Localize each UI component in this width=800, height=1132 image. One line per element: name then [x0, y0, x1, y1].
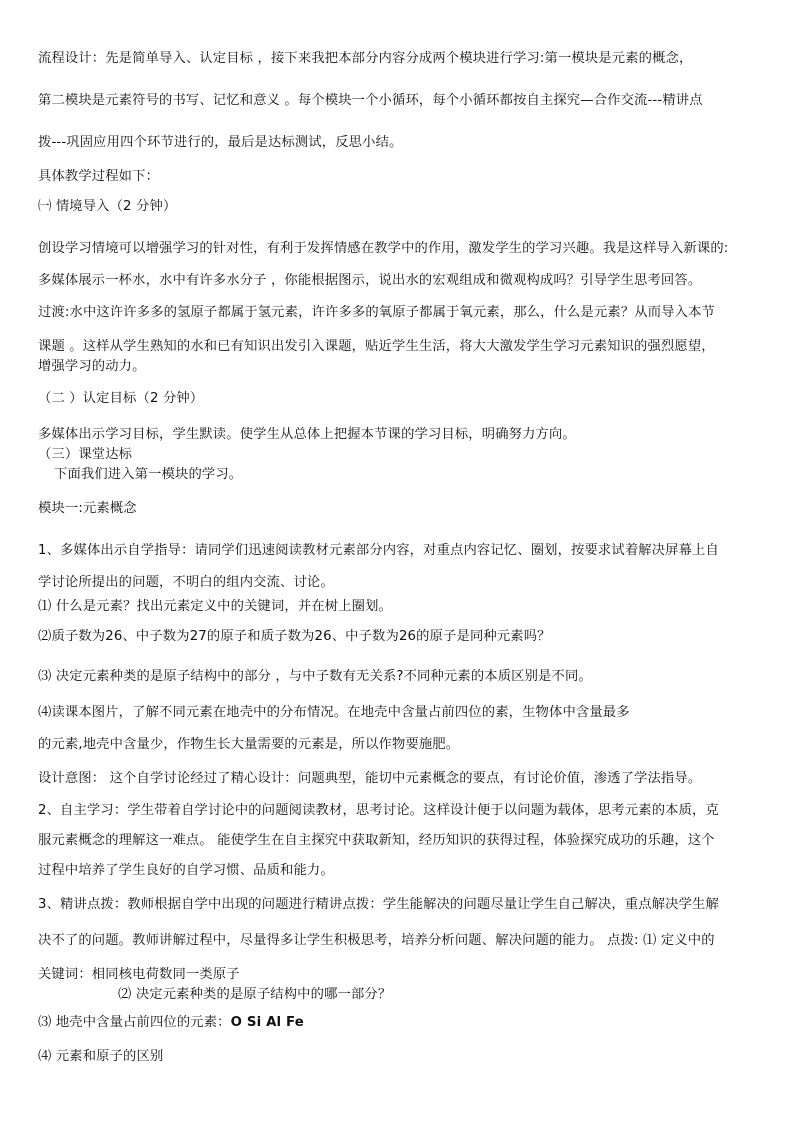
- module-heading: 模块一:元素概念: [38, 501, 137, 516]
- question-text: ,地壳中含量少，作物生长大量需要的元素是: [78, 737, 339, 752]
- keywords-line: [38, 966, 770, 984]
- paragraph-line: 拨---巩固应用四个环节进行的，最后是达标测试，反思小结。: [38, 135, 403, 150]
- step-1-line: 学讨论所提出的问题，不明白的组内交流、讨论。: [38, 575, 334, 590]
- step-1-line: 1、多媒体出示自学指导：请同学们迅速阅读教材元素部分内容，对重点内容记忆、圈划，按要求试着解决屏幕上自: [38, 543, 719, 558]
- design-intent: 设计意图： 这个自学讨论经过了精心设计：问题典型，能切中元素概念的要点，有讨论价值，渗透了学法指导。: [38, 771, 702, 786]
- paragraph-flow-design: [38, 50, 770, 68]
- question-3: [38, 668, 770, 686]
- step-3-line: 3、精讲点拨：教师根据自学中出现的问题进行精讲点拨：学生能解决的问题尽量让学生自己解决，重点解决学生解: [38, 897, 719, 912]
- paragraph-line: 第二模块是元素符号的书写、记忆和意义 。每个模块一个小循环，每个小循环都按自主探究—合作交流---精讲点: [38, 93, 703, 108]
- question-1: ⑴ 什么是元素？找出元素定义中的关键词，并在树上圈划。: [38, 599, 392, 614]
- point-4: ⑷ 元素和原子的区别: [38, 1049, 164, 1064]
- step-2-line: 2、自主学习：学生带着自学讨论中的问题阅读教材，思考讨论。这样设计便于以问题为载体，思考元素的本质，克: [38, 803, 719, 818]
- step-3-line: 决不了的问题。教师讲解过程中，尽量得多让学生积极思考，培养分析问题、解决问题的能力。 点拨: ⑴ 定义中的: [38, 933, 715, 948]
- paragraph-line: 下面我们进入第一模块的学习。: [54, 467, 243, 482]
- section-heading-1: ㈠ 情境导入（2 分钟）: [38, 199, 177, 214]
- element-list: O Si Al Fe: [230, 1015, 304, 1030]
- question-text: ，生物体中含量最多: [508, 705, 630, 720]
- paragraph-line: 具体教学过程如下：: [38, 169, 160, 184]
- question-number: ⑵: [38, 629, 52, 644]
- paragraph-line: 增强学习的动力。: [38, 359, 146, 374]
- point-text: ⑶ 地壳中含量占前四位的元素：: [38, 1015, 231, 1030]
- question-4-cont: [38, 736, 770, 754]
- paragraph-line: 创设学习情境可以增强学习的针对性，有利于发挥情感在教学中的作用，激发学生的学习兴趣。我是这样导入新课的:: [38, 241, 729, 256]
- paragraph-line: 多媒体出示学习目标，学生默读。使学生从总体上把握本节课的学习目标，明确努力方向。: [38, 427, 576, 442]
- question-text: 部分 ，与中子数有无关系?不同种元素的本质区别是: [244, 669, 552, 684]
- point-3: [38, 1014, 770, 1032]
- keyword: 相同核电荷数: [91, 967, 173, 982]
- question-2: [38, 628, 770, 646]
- step-2-line: 过程中培养了学生良好的自学习惯、品质和能力。: [38, 863, 334, 878]
- flow-design-text: 先是简单导入、认定目标 ，接下来我把本部分内容分成两个模块进行学习:第一模块是元素的概念，: [105, 51, 693, 66]
- keywords-label: 关键词：: [38, 967, 92, 982]
- section-heading-2: （二 ）认定目标（2 分钟）: [38, 391, 204, 406]
- question-text: 的元素: [38, 737, 79, 752]
- question-text: ⑶ 决定元素种类的是原子结构中的: [38, 669, 245, 684]
- question-number: ⑷: [38, 705, 52, 720]
- label-flow-design: 流程设计：: [38, 51, 106, 66]
- question-text: 质子数为26、中子数为27的原子和质子数为26、中子数为26的原子是同种元素吗？: [51, 629, 551, 644]
- question-4: [38, 704, 770, 722]
- question-text: 不同。: [551, 669, 592, 684]
- paragraph-line: 课题 。这样从学生熟知的水和已有知识出发引入课题，贴近学生生活，将大大激发学生学习元素知识的强烈愿望，: [38, 339, 715, 354]
- point-2: ⑵ 决定元素种类的是原子结构中的哪一部分？: [118, 987, 392, 1002]
- keyword: 同一类原子: [172, 967, 240, 982]
- question-text: 读课本图片，了解不同元素在地壳中的分布情况。在地壳中含量占前四位的素: [51, 705, 509, 720]
- paragraph-line: 过渡:水中这许许多多的氢原子都属于氢元素，许许多多的氧原子都属于氧元素，那么，什么是元素？从而导入本节: [38, 305, 715, 320]
- section-heading-3: （三）课堂达标: [38, 447, 133, 462]
- question-text: ，所以作物要施肥。: [338, 737, 460, 752]
- paragraph-line: 多媒体展示一杯水，水中有许多水分子 ，你能根据图示，说出水的宏观组成和微观构成吗？引导学生思考回答。: [38, 273, 702, 288]
- step-2-line: 服元素概念的理解这一难点。 能使学生在自主探究中获取新知，经历知识的获得过程，体验探究成功的乐趣，这个: [38, 833, 715, 848]
